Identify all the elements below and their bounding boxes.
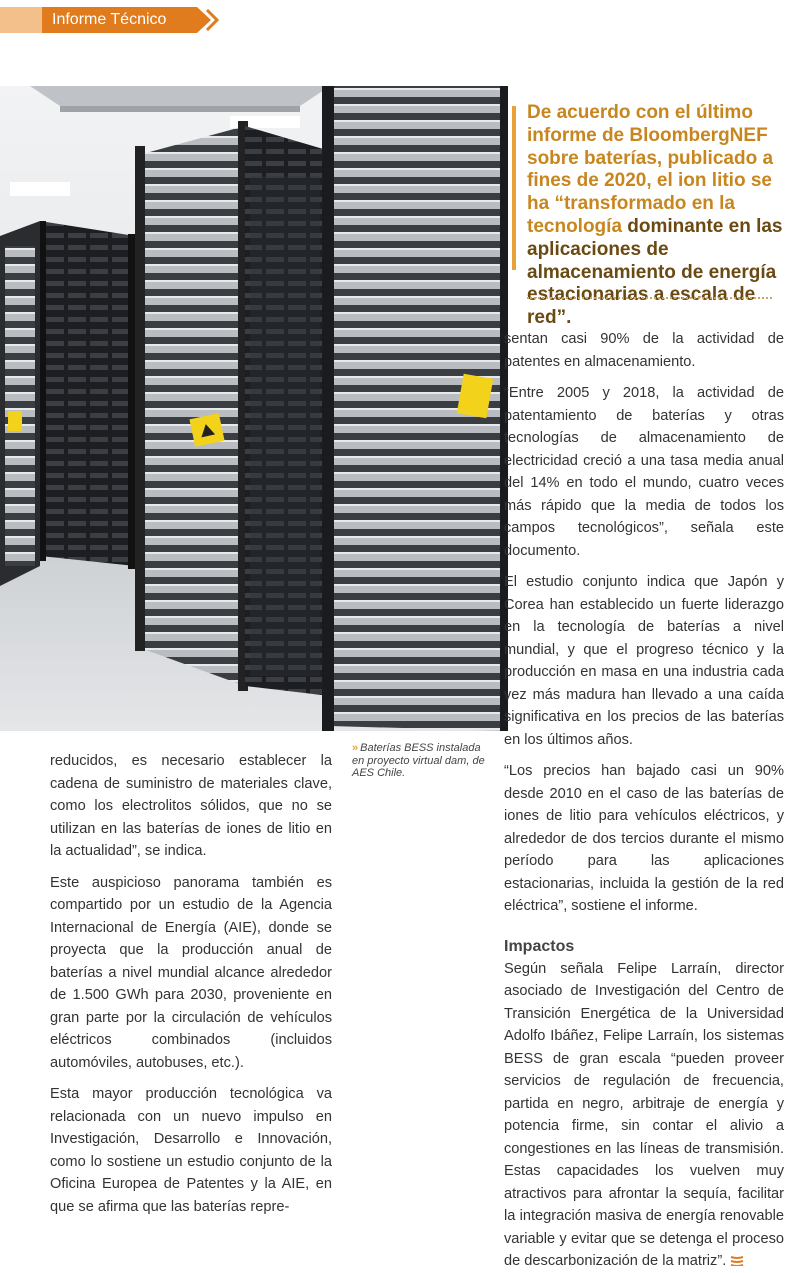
quote-accent-bar xyxy=(512,106,516,270)
quote-divider xyxy=(527,297,772,299)
section-tab xyxy=(42,7,197,33)
right-paragraph-2: “Entre 2005 y 2018, la actividad de patentamiento de baterías y otras tecnologías de almacenamiento de electricidad creció a una tasa media anual del 14% en todo el mundo, cuatro veces más rápido que la media de todos los campos tecnológicos”, señala este documento. xyxy=(504,385,784,559)
right-paragraph-4: “Los precios han bajado casi un 90% desde 2010 en el caso de las baterías de iones de litio para vehículos eléctricos, y alrededor de dos tercios durante el mismo período para las aplicaciones estacionarias, incluida la gestión de la red eléctrica”, sostiene el informe. xyxy=(504,763,784,914)
photo-caption xyxy=(352,742,487,780)
right-paragraph-3: El estudio conjunto indica que Japón y Corea han establecido un fuerte liderazgo en la tecnología de baterías a nivel mundial, y que el progreso técnico y la producción en masa en una industria cada vez más madura han llevado a una caída significativa en los precios de las baterías en los últimos años. xyxy=(504,574,784,748)
pull-quote-part1: De acuerdo con el último informe de BloombergNEF sobre baterías, publicado a fines de 2020, el ion litio se ha “transformado en la tecnología xyxy=(527,102,774,237)
caption-text: Baterías BESS instalada en proyecto virtual dam, de AES Chile. xyxy=(352,742,485,779)
header-accent-bar xyxy=(0,7,42,33)
battery-racks-photo xyxy=(0,86,508,731)
pull-quote xyxy=(527,102,787,330)
right-paragraph-5: Según señala Felipe Larraín, director asociado de Investigación del Centro de Transición Energética de la Universidad Adolfo Ibáñez, Felipe Larraín, los sistemas BESS de gran escala “pueden proveer servicios de regulación de frecuencia, partida en negro, arbitraje de energía y potencia firme, sin contar el alivio a congestiones en las líneas de transmisión. Estas capacidades los vuelven muy atractivos para afrontar la sequía, facilitar la integración masiva de energía renovable variable y evitar que se detenga el proceso de descarbonización de la matriz”. xyxy=(504,960,784,1269)
section-heading: Impactos xyxy=(504,937,575,955)
right-column xyxy=(504,328,784,1273)
left-column xyxy=(50,750,332,1227)
section-title: Informe Técnico xyxy=(52,11,167,28)
chevron-right-icon xyxy=(205,9,219,31)
end-of-article-icon xyxy=(730,1256,744,1266)
left-paragraph-3: Esta mayor producción tecnológica va relacionada con un nuevo impulso en Investigación, Desarrollo e Innovación, como lo sostiene un estudio conjunto de la Oficina Europea de Patentes y la AIE, en que se afirma que las baterías repre- xyxy=(50,1086,332,1215)
left-paragraph-1: reducidos, es necesario establecer la cadena de suministro de materiales clave, como los electrolitos sólidos, que no se utilizan en las baterías de iones de litio en la actualidad”, se indica. xyxy=(50,753,332,859)
right-paragraph-1: sentan casi 90% de la actividad de patentes en almacenamiento. xyxy=(504,331,784,370)
pull-quote-part2: dominante en las aplicaciones de almacenamiento de energía estacionarias a escala de red”. xyxy=(527,215,783,329)
left-paragraph-2: Este auspicioso panorama también es compartido por un estudio de la Agencia Internacional de Energía (AIE), donde se proyecta que la producción anual de baterías a nivel mundial alcance alrededor de 1.500 GWh para 2030, proveniente en gran parte por la circulación de vehículos eléctricos combinados (incluidos automóviles, autobuses, etc.). xyxy=(50,874,332,1071)
double-chevron-icon: » xyxy=(352,742,359,754)
